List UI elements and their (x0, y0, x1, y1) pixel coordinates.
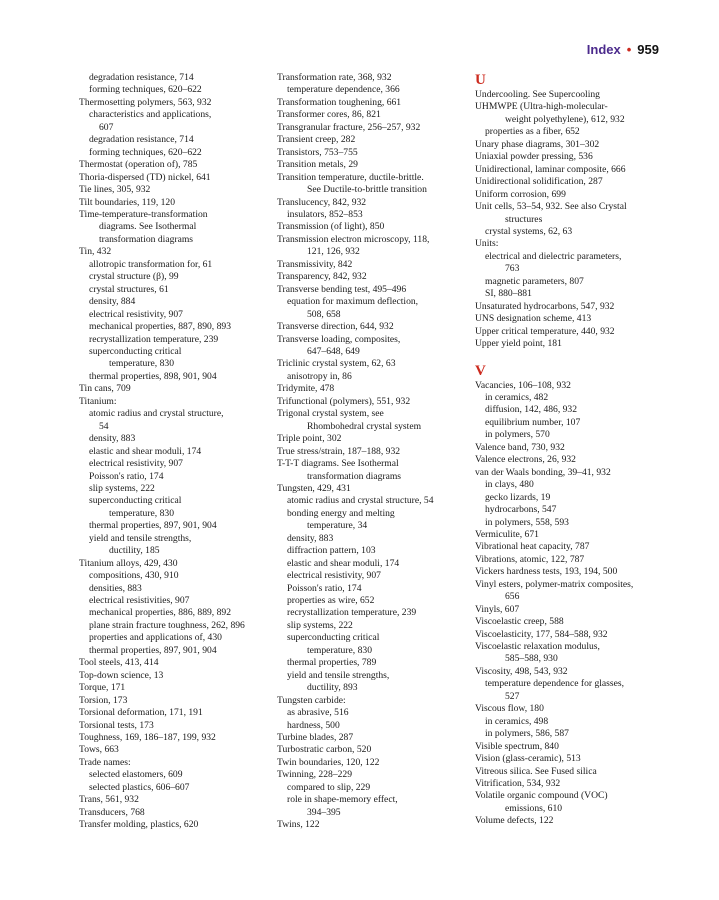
index-entry: van der Waals bonding, 39–41, 932 (475, 466, 611, 478)
index-subentry: ductility, 185 (109, 545, 160, 557)
index-entry: Vacancies, 106–108, 932 (475, 379, 571, 391)
index-subentry: temperature, 830 (307, 644, 372, 656)
index-entry: Viscosity, 498, 543, 932 (475, 665, 568, 677)
index-entry: True stress/strain, 187–188, 932 (277, 445, 401, 457)
index-entry: Vickers hardness tests, 193, 194, 500 (475, 566, 618, 578)
index-entry: Viscoelasticity, 177, 584–588, 932 (475, 628, 608, 640)
index-subentry: in ceramics, 482 (485, 391, 549, 403)
index-entry: Transformation toughening, 661 (277, 96, 402, 108)
index-entry: Viscoelastic relaxation modulus, (475, 641, 600, 653)
index-subentry: 527 (505, 690, 520, 702)
index-subentry: emissions, 610 (505, 802, 563, 814)
index-entry: Transition metals, 29 (277, 159, 358, 171)
index-entry: Tie lines, 305, 932 (79, 184, 151, 196)
index-entry: Transmission electron microscopy, 118, (277, 233, 430, 245)
index-entry: Uniform corrosion, 699 (475, 188, 566, 200)
index-entry: Volatile organic compound (VOC) (475, 790, 608, 802)
index-subentry: densities, 883 (89, 582, 142, 594)
index-subentry: temperature dependence, 366 (287, 84, 400, 96)
index-subentry: selected plastics, 606–607 (89, 781, 190, 793)
index-entry: Transistors, 753–755 (277, 146, 358, 158)
index-entry: Visible spectrum, 840 (475, 740, 559, 752)
index-subentry: weight polyethylene), 612, 932 (505, 113, 625, 125)
index-subentry: role in shape-memory effect, (287, 794, 398, 806)
index-subentry: ductility, 893 (307, 682, 358, 694)
index-subentry: degradation resistance, 714 (89, 134, 194, 146)
index-entry: Top-down science, 13 (79, 669, 164, 681)
index-subentry: density, 883 (89, 433, 136, 445)
index-entry: Triclinic crystal system, 62, 63 (277, 358, 396, 370)
index-entry: Translucency, 842, 932 (277, 196, 367, 208)
index-entry: T-T-T diagrams. See Isothermal (277, 458, 399, 470)
index-entry: Torsional tests, 173 (79, 719, 154, 731)
index-subentry: equilibrium number, 107 (485, 416, 581, 428)
index-subentry: electrical resistivity, 907 (89, 458, 183, 470)
index-entry: Turbine blades, 287 (277, 732, 354, 744)
index-subentry: electrical resistivities, 907 (89, 595, 190, 607)
index-subentry: as abrasive, 516 (287, 707, 349, 719)
index-entry: Vermiculite, 671 (475, 528, 539, 540)
index-entry: Toughness, 169, 186–187, 199, 932 (79, 732, 216, 744)
index-entry: Torsion, 173 (79, 694, 128, 706)
index-subentry: equation for maximum deflection, (287, 296, 419, 308)
index-subentry: slip systems, 222 (89, 482, 155, 494)
index-subentry: thermal properties, 898, 901, 904 (89, 370, 217, 382)
index-subentry: temperature, 34 (307, 520, 368, 532)
index-entry: Volume defects, 122 (475, 815, 554, 827)
index-subentry: transformation diagrams (307, 470, 402, 482)
index-subentry: crystal structures, 61 (89, 283, 169, 295)
index-entry: Trigonal crystal system, see (277, 408, 384, 420)
index-subentry: recrystallization temperature, 239 (287, 607, 417, 619)
index-subentry: hardness, 500 (287, 719, 340, 731)
index-subentry: 394–395 (307, 806, 341, 818)
index-subentry: Poisson's ratio, 174 (89, 470, 164, 482)
section-gap (475, 351, 671, 363)
index-subentry: mechanical properties, 886, 889, 892 (89, 607, 231, 619)
index-subentry: compositions, 430, 910 (89, 570, 179, 582)
index-entry: Transformation rate, 368, 932 (277, 72, 392, 83)
index-entry: Tungsten carbide: (277, 694, 346, 706)
index-subentry: thermal properties, 789 (287, 657, 377, 669)
index-subentry: diffusion, 142, 486, 932 (485, 404, 578, 416)
index-entry: Trifunctional (polymers), 551, 932 (277, 395, 411, 407)
index-subentry: crystal structure (β), 99 (89, 271, 179, 283)
index-subentry: Rhombohedral crystal system (307, 420, 422, 432)
index-subentry: temperature dependence for glasses, (485, 678, 625, 690)
index-subentry: properties as a fiber, 652 (485, 126, 580, 138)
index-subentry: properties as wire, 652 (287, 595, 375, 607)
section-letter-heading: U (475, 72, 486, 88)
index-subentry: SI, 880–881 (485, 288, 532, 300)
index-entry: Titanium alloys, 429, 430 (79, 557, 178, 569)
index-entry: Tows, 663 (79, 744, 119, 756)
index-entry: Transient creep, 282 (277, 134, 356, 146)
index-entry: Valence electrons, 26, 932 (475, 454, 576, 466)
index-subentry: transformation diagrams (99, 233, 194, 245)
index-subentry: superconducting critical (287, 632, 380, 644)
index-subentry: structures (505, 213, 543, 225)
index-subentry: magnetic parameters, 807 (485, 275, 584, 287)
index-subentry: temperature, 830 (109, 358, 174, 370)
index-entry: Tridymite, 478 (277, 383, 335, 395)
index-entry: Unidirectional solidification, 287 (475, 176, 603, 188)
index-subentry: plane strain fracture toughness, 262, 896 (89, 619, 245, 631)
index-subentry: bonding energy and melting (287, 507, 395, 519)
index-column-2 (277, 72, 471, 832)
index-subentry: forming techniques, 620–622 (89, 84, 202, 96)
index-entry: Tin cans, 709 (79, 383, 131, 395)
index-entry: Transgranular fracture, 256–257, 932 (277, 121, 421, 133)
index-entry: Units: (475, 238, 499, 250)
index-entry: Uniaxial powder pressing, 536 (475, 151, 593, 163)
index-entry: Torsional deformation, 171, 191 (79, 707, 203, 719)
index-subentry: allotropic transformation for, 61 (89, 258, 213, 270)
index-entry: Trade names: (79, 756, 131, 768)
index-subentry: forming techniques, 620–622 (89, 146, 202, 158)
index-entry: Viscoelastic creep, 588 (475, 616, 564, 628)
index-subentry: density, 883 (287, 532, 334, 544)
index-subentry: atomic radius and crystal structure, (89, 408, 224, 420)
index-subentry: 656 (505, 591, 520, 603)
running-header (587, 42, 659, 57)
index-subentry: anisotropy in, 86 (287, 370, 352, 382)
index-entry: Upper yield point, 181 (475, 338, 562, 350)
index-entry: Turbostratic carbon, 520 (277, 744, 372, 756)
index-subentry: insulators, 852–853 (287, 208, 363, 220)
index-subentry: 585–588, 930 (505, 653, 558, 665)
index-subentry: atomic radius and crystal structure, 54 (287, 495, 434, 507)
index-subentry: superconducting critical (89, 345, 182, 357)
index-entry: Transducers, 768 (79, 806, 145, 818)
index-column-3 (475, 72, 671, 828)
index-subentry: 508, 658 (307, 308, 341, 320)
index-subentry: 607 (99, 121, 114, 133)
index-subentry: diffraction pattern, 103 (287, 545, 376, 557)
index-subentry: in clays, 480 (485, 479, 534, 491)
index-subentry: 121, 126, 932 (307, 246, 360, 258)
index-entry: Transverse bending test, 495–496 (277, 283, 407, 295)
index-subentry: Poisson's ratio, 174 (287, 582, 362, 594)
index-entry: Tilt boundaries, 119, 120 (79, 196, 176, 208)
header-separator: • (626, 42, 632, 57)
index-entry: Upper critical temperature, 440, 932 (475, 325, 615, 337)
index-entry: Undercooling. See Supercooling (475, 89, 600, 100)
index-entry: Unit cells, 53–54, 932. See also Crystal (475, 201, 627, 213)
index-entry: Vision (glass-ceramic), 513 (475, 753, 581, 765)
index-entry: Thermostat (operation of), 785 (79, 159, 198, 171)
index-subentry: characteristics and applications, (89, 109, 212, 121)
index-subentry: diagrams. See Isothermal (99, 221, 197, 233)
index-entry: Thermosetting polymers, 563, 932 (79, 96, 212, 108)
index-entry: Vitreous silica. See Fused silica (475, 765, 597, 777)
index-subentry: in polymers, 586, 587 (485, 728, 569, 740)
index-subentry: mechanical properties, 887, 890, 893 (89, 321, 231, 333)
index-entry: Transition temperature, ductile-brittle. (277, 171, 424, 183)
index-subentry: selected elastomers, 609 (89, 769, 183, 781)
index-subentry: 54 (99, 420, 109, 432)
index-column-1 (79, 72, 271, 832)
index-entry: UHMWPE (Ultra-high-molecular- (475, 101, 608, 113)
index-subentry: density, 884 (89, 296, 136, 308)
index-entry: Titanium: (79, 395, 117, 407)
index-subentry: recrystallization temperature, 239 (89, 333, 219, 345)
index-subentry: thermal properties, 897, 901, 904 (89, 520, 217, 532)
index-entry: Tin, 432 (79, 246, 112, 258)
index-subentry: 763 (505, 263, 520, 275)
index-entry: Vinyl esters, polymer-matrix composites, (475, 578, 634, 590)
index-entry: Viscous flow, 180 (475, 703, 544, 715)
index-entry: Trans, 561, 932 (79, 794, 139, 806)
index-entry: Vibrations, atomic, 122, 787 (475, 553, 585, 565)
index-subentry: yield and tensile strengths, (287, 669, 390, 681)
index-entry: Unsaturated hydrocarbons, 547, 932 (475, 300, 615, 312)
index-subentry: in polymers, 558, 593 (485, 516, 569, 528)
index-subentry: compared to slip, 229 (287, 781, 371, 793)
index-subentry: elastic and shear moduli, 174 (287, 557, 400, 569)
index-subentry: hydrocarbons, 547 (485, 504, 557, 516)
index-entry: Transmissivity, 842 (277, 258, 353, 270)
index-entry: Transverse direction, 644, 932 (277, 321, 394, 333)
index-entry: Triple point, 302 (277, 433, 342, 445)
index-entry: Tungsten, 429, 431 (277, 482, 351, 494)
index-subentry: in ceramics, 498 (485, 715, 549, 727)
index-entry: Thoria-dispersed (TD) nickel, 641 (79, 171, 211, 183)
index-entry: Vitrification, 534, 932 (475, 778, 561, 790)
index-subentry: yield and tensile strengths, (89, 532, 192, 544)
index-subentry: properties and applications of, 430 (89, 632, 222, 644)
index-subentry: See Ductile-to-brittle transition (307, 184, 427, 196)
index-subentry: crystal systems, 62, 63 (485, 225, 573, 237)
index-entry: Valence band, 730, 932 (475, 441, 565, 453)
index-entry: Transmission (of light), 850 (277, 221, 385, 233)
index-subentry: thermal properties, 897, 901, 904 (89, 644, 217, 656)
index-subentry: electrical resistivity, 907 (89, 308, 183, 320)
index-subentry: temperature, 830 (109, 507, 174, 519)
index-entry: Time-temperature-transformation (79, 208, 208, 220)
header-section-title: Index (586, 42, 621, 57)
index-subentry: in polymers, 570 (485, 429, 550, 441)
index-entry: Torque, 171 (79, 682, 126, 694)
index-entry: Unidirectional, laminar composite, 666 (475, 163, 626, 175)
index-entry: Transparency, 842, 932 (277, 271, 367, 283)
page-number: 959 (637, 42, 659, 57)
index-subentry: slip systems, 222 (287, 619, 353, 631)
index-entry: Transverse loading, composites, (277, 333, 401, 345)
index-subentry: electrical and dielectric parameters, (485, 250, 622, 262)
index-subentry: 647–648, 649 (307, 345, 360, 357)
index-entry: Transformer cores, 86, 821 (277, 109, 381, 121)
index-subentry: electrical resistivity, 907 (287, 570, 381, 582)
index-entry: Twinning, 228–229 (277, 769, 353, 781)
index-subentry: gecko lizards, 19 (485, 491, 551, 503)
index-entry: Tool steels, 413, 414 (79, 657, 159, 669)
index-entry: Unary phase diagrams, 301–302 (475, 138, 600, 150)
section-letter-heading: V (475, 362, 486, 379)
index-subentry: superconducting critical (89, 495, 182, 507)
index-entry: Twin boundaries, 120, 122 (277, 756, 380, 768)
index-subentry: degradation resistance, 714 (89, 72, 194, 83)
index-entry: UNS designation scheme, 413 (475, 313, 592, 325)
index-entry: Vibrational heat capacity, 787 (475, 541, 590, 553)
index-entry: Twins, 122 (277, 819, 320, 831)
index-entry: Vinyls, 607 (475, 603, 520, 615)
index-subentry: elastic and shear moduli, 174 (89, 445, 202, 457)
index-entry: Transfer molding, plastics, 620 (79, 819, 199, 831)
